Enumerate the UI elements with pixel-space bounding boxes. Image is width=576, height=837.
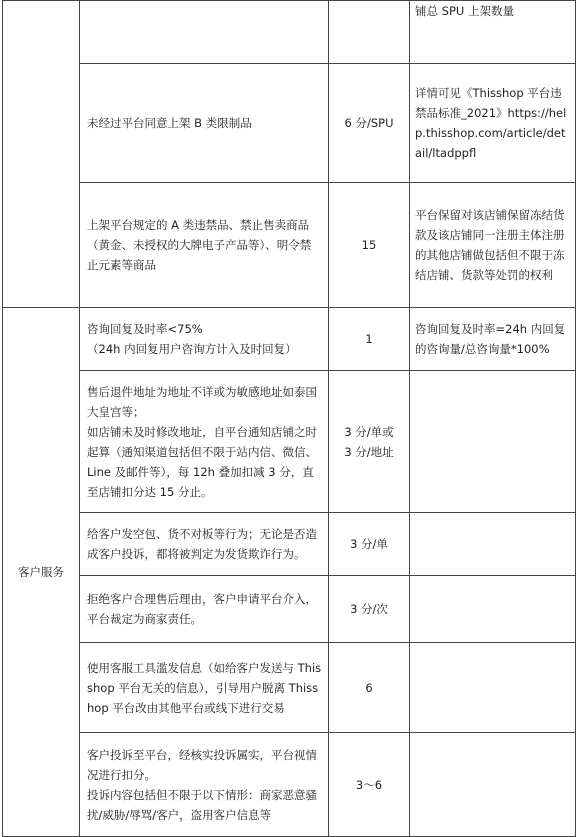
penalty-score: 6 <box>329 643 410 733</box>
penalty-score: 3～6 <box>329 733 410 837</box>
remark-note: 铺总 SPU 上架数量 <box>410 1 576 64</box>
violation-description: 上架平台规定的 A 类违禁品、禁止售卖商品（黄金、未授权的大牌电子产品等）、明令禁止元素等商品 <box>80 183 329 308</box>
remark-note: 详情可见《Thisshop 平台违禁品标准_2021》https://help.thisshop.com/article/detail/ltadppfl <box>410 64 576 183</box>
violation-description: 客户投诉至平台，经核实投诉属实，平台视情况进行扣分。 投诉内容包括但不限于以下情形：商家恶意骚扰/威胁/辱骂/客户，盗用客户信息等 <box>80 733 329 837</box>
violation-description: 未经过平台同意上架 B 类限制品 <box>80 64 329 183</box>
penalty-score: 3 分/单或 3 分/地址 <box>329 371 410 513</box>
category-cell-previous <box>3 1 80 308</box>
table-row <box>3 371 576 513</box>
remark-note <box>410 371 576 513</box>
penalty-score <box>329 1 410 64</box>
rules-table <box>2 0 576 837</box>
penalty-score: 3 分/次 <box>329 576 410 643</box>
category-cell-customer-service: 客户服务 <box>3 308 80 837</box>
penalty-score: 6 分/SPU <box>329 64 410 183</box>
penalty-score: 15 <box>329 183 410 308</box>
table-row <box>3 183 576 308</box>
remark-note <box>410 576 576 643</box>
table-row <box>3 513 576 576</box>
remark-note <box>410 513 576 576</box>
table-row <box>3 576 576 643</box>
violation-description: 拒绝客户合理售后理由，客户申请平台介入，平台裁定为商家责任。 <box>80 576 329 643</box>
violation-description <box>80 1 329 64</box>
remark-note: 咨询回复及时率=24h 内回复的咨询量/总咨询量*100% <box>410 308 576 371</box>
table-row <box>3 308 576 371</box>
table-row <box>3 643 576 733</box>
penalty-score: 3 分/单 <box>329 513 410 576</box>
table-row <box>3 1 576 64</box>
violation-description: 咨询回复及时率<75% （24h 内回复用户咨询方计入及时回复） <box>80 308 329 371</box>
penalty-score: 1 <box>329 308 410 371</box>
remark-note: 平台保留对该店铺保留冻结货款及该店铺同一注册主体注册的其他店铺做包括但不限于冻结店铺、货款等处罚的权利 <box>410 183 576 308</box>
violation-description: 售后退件地址为地址不详或为敏感地址如泰国大皇宫等； 如店铺未及时修改地址，自平台通知店铺之时起算（通知渠道包括但不限于站内信、微信、Line 及邮件等），每 12h 叠加扣减 3 分，直至店铺扣分达 15 分止。 <box>80 371 329 513</box>
table-row <box>3 64 576 183</box>
remark-note <box>410 643 576 733</box>
violation-description: 使用客服工具滥发信息（如给客户发送与 Thisshop 平台无关的信息），引导用户脱离 Thisshop 平台改由其他平台或线下进行交易 <box>80 643 329 733</box>
violation-description: 给客户发空包、货不对板等行为；无论是否造成客户投诉，都将被判定为发货欺诈行为。 <box>80 513 329 576</box>
